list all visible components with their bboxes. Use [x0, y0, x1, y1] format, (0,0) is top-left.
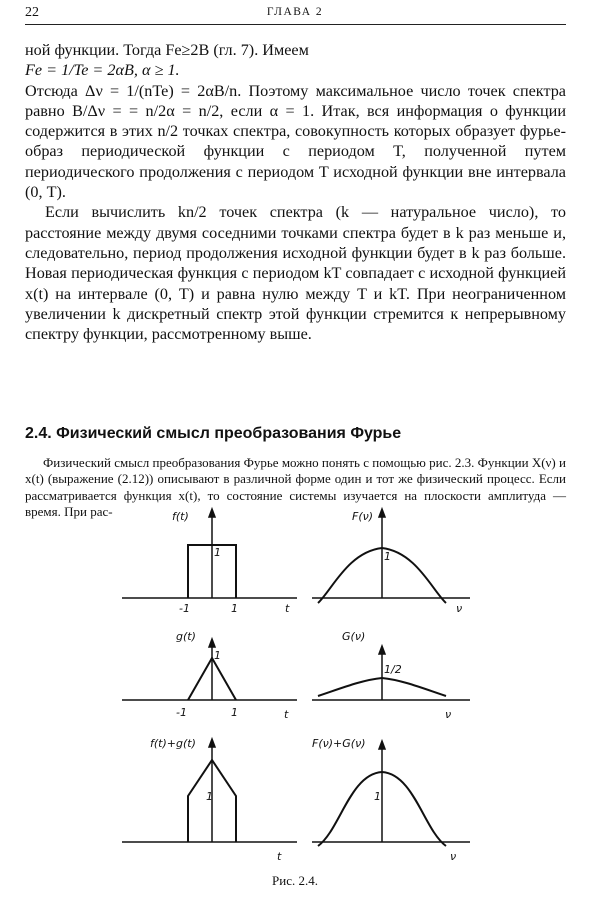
F-label: F(ν)	[352, 510, 374, 523]
panel-g	[122, 639, 297, 700]
fg-peak-label: 1	[206, 790, 213, 803]
f-tick-right: 1	[231, 602, 238, 615]
F-x-label: ν	[456, 602, 463, 615]
panel-FG	[312, 741, 470, 846]
g-label: g(t)	[176, 630, 196, 643]
F-y-arrow	[379, 509, 385, 517]
g-peak-label: 1	[214, 649, 221, 662]
formula: Fe = 1/Te = 2αB, α ≥ 1.	[25, 61, 180, 80]
figure-caption: Рис. 2.4.	[272, 873, 318, 888]
paragraph-1: Отсюда Δν = 1/(nTe) = 2αB/n. Поэтому максимальное число точек спектра равно B/Δν = = n/2α = n/2, если α = 1. Итак, вся информация о функции содержится в этих n/2 точках спектра, совокупность которых образует фурье-образ периодической функции с периодом T, полученной путем периодического продолжения с периодом T исходной функции вне интервала (0, T).	[25, 81, 566, 202]
F-peak-label: 1	[384, 550, 391, 563]
section-title: 2.4. Физический смысл преобразования Фурье	[25, 425, 402, 442]
paragraph-2: Если вычислить kn/2 точек спектра (k — натуральное число), то расстояние между двумя соседними точками спектра будет в k раз меньше и, следовательно, период продолжения исходной функции будет в k раз больше. Новая периодическая функция с периодом kT совпадает с исходной функцией x(t) на интервале (0, T) и равна нулю между T и kT. При неограниченном увеличении k дискретный спектр этой функции стремится к непрерывному спектру функции, рассмотренному выше.	[25, 203, 566, 344]
fg-x-label: t	[277, 850, 282, 863]
G-y-arrow	[379, 646, 385, 654]
f-tick-left: -1	[179, 602, 190, 615]
panel-f	[122, 509, 297, 598]
g-tick-right: 1	[231, 706, 238, 719]
panel-F	[312, 509, 470, 603]
intro-line: ной функции. Тогда Fe≥2B (гл. 7). Имеем	[25, 41, 309, 59]
FG-label: F(ν)+G(ν)	[312, 737, 366, 750]
FG-x-label: ν	[450, 850, 457, 863]
G-peak-label: 1/2	[384, 663, 402, 676]
fg-y-arrow	[209, 739, 215, 747]
running-head: ГЛАВА 2	[266, 6, 324, 18]
g-y-arrow	[209, 639, 215, 647]
g-x-label: t	[284, 708, 289, 721]
FG-peak-label: 1	[374, 790, 381, 803]
G-label: G(ν)	[342, 630, 366, 643]
f-y-arrow	[209, 509, 215, 517]
f-label: f(t)	[172, 510, 189, 523]
FG-y-arrow	[379, 741, 385, 749]
small-paragraph: Физический смысл преобразования Фурье можно понять с помощью рис. 2.3. Функции X(ν) и x(t) (выражение (2.12)) описывают в различной форме один и тот же физический процесс. Если рассматривается функция x(t), то состояние системы изучается на плоскости амплитуда — время. При рас-	[25, 455, 566, 519]
f-x-label: t	[285, 602, 290, 615]
f-peak-label: 1	[214, 546, 221, 559]
g-tick-left: -1	[176, 706, 187, 719]
fg-label: f(t)+g(t)	[150, 737, 196, 750]
G-x-label: ν	[445, 708, 452, 721]
page-number: 22	[25, 5, 39, 20]
